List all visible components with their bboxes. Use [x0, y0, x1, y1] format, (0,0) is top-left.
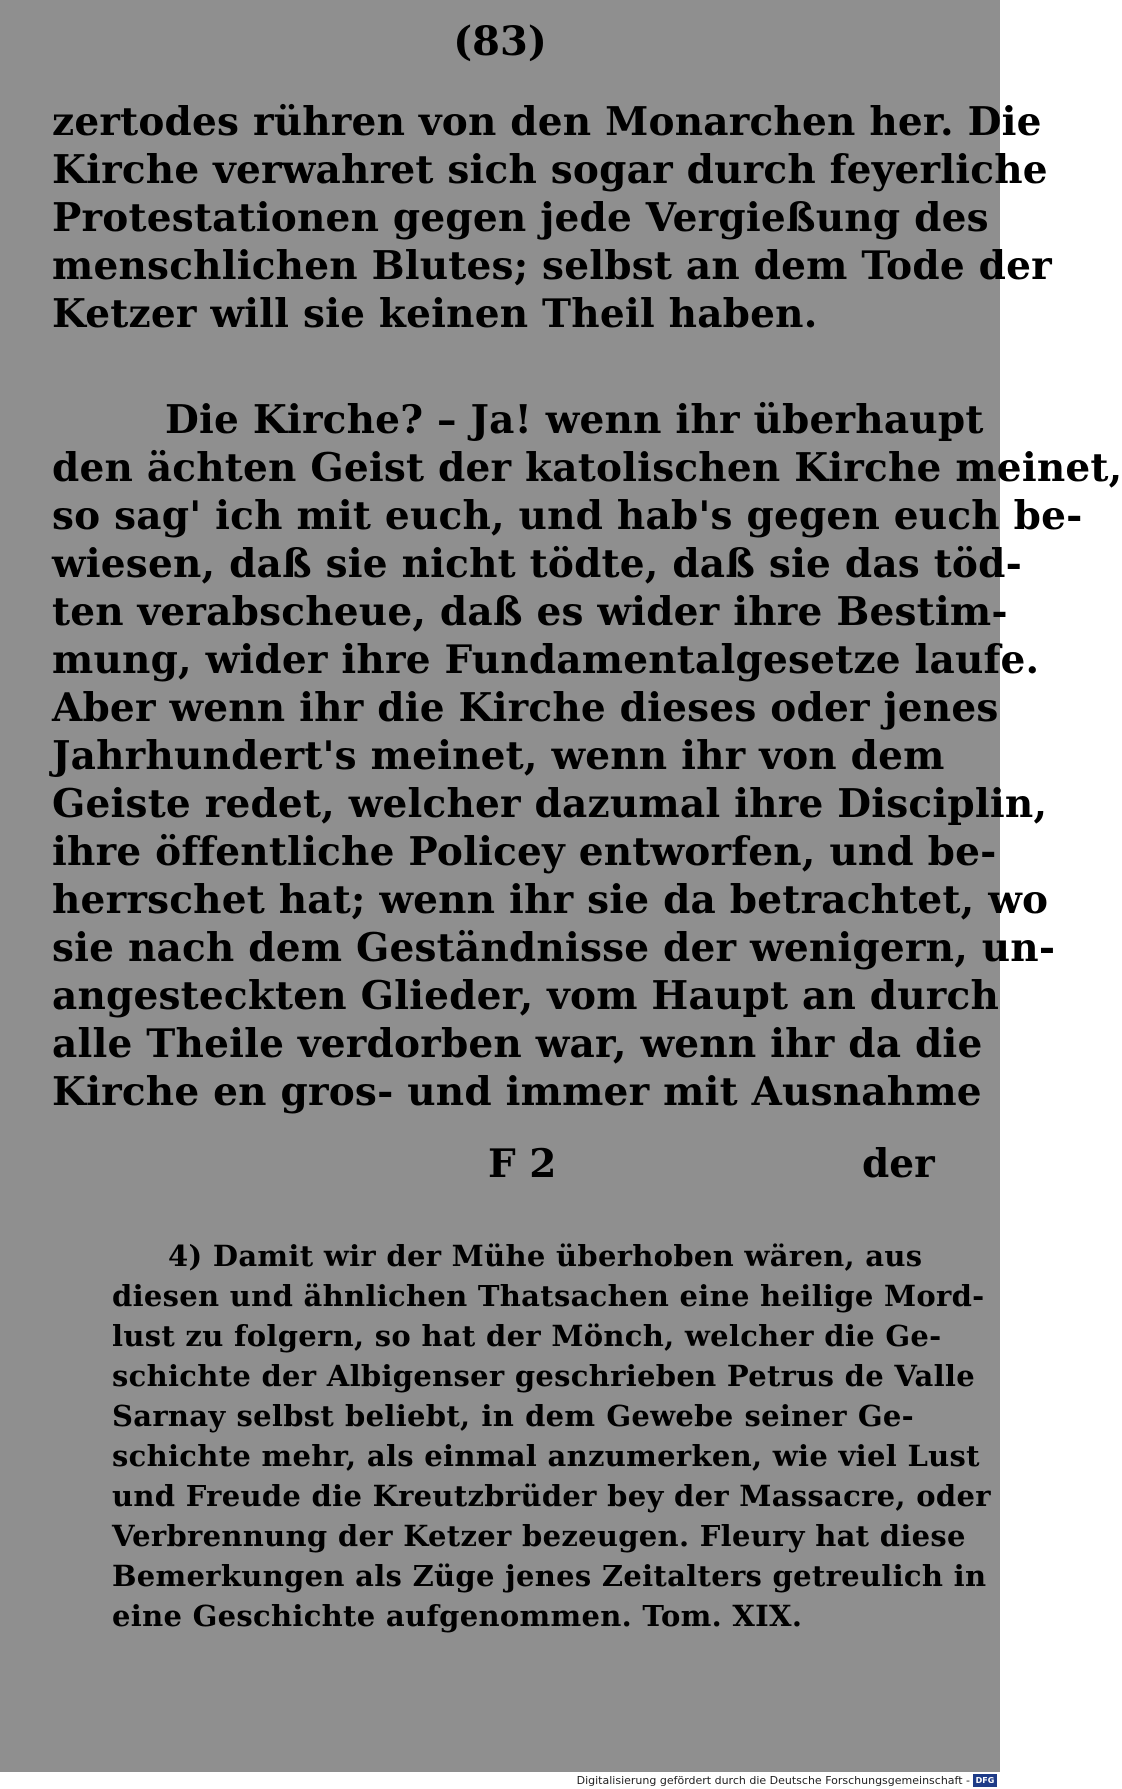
body-line: Protestationen gegen jede Vergießung des	[52, 195, 989, 241]
body-line: Jahrhundert's meinet, wenn ihr von dem	[52, 733, 945, 779]
body-line: ten verabscheue, daß es wider ihre Bestim-	[52, 589, 1008, 635]
footnote-line: 4) Damit wir der Mühe überhoben wären, aus	[168, 1239, 923, 1273]
footnote-line: und Freude die Kreutzbrüder bey der Massacre, oder	[112, 1479, 991, 1513]
footnote-line: diesen und ähnlichen Thatsachen eine heilige Mord-	[112, 1279, 985, 1313]
signature-mark: F 2	[488, 1141, 557, 1187]
body-line: Kirche verwahret sich sogar durch feyerliche	[52, 147, 1048, 193]
body-line: ihre öffentliche Policey entworfen, und be-	[52, 829, 997, 875]
digitization-credit-bar	[0, 1772, 1000, 1789]
footnote-line: Sarnay selbst beliebt, in dem Gewebe seiner Ge-	[112, 1399, 914, 1433]
footnote-line: Verbrennung der Ketzer bezeugen. Fleury hat diese	[112, 1519, 966, 1553]
page-number: (83)	[453, 18, 547, 65]
dfg-logo: DFG	[973, 1774, 997, 1787]
catchword: der	[862, 1141, 935, 1187]
footnote-line: schichte mehr, als einmal anzumerken, wie viel Lust	[112, 1439, 980, 1473]
body-line: Ketzer will sie keinen Theil haben.	[52, 291, 818, 337]
body-line: den ächten Geist der katolischen Kirche meinet,	[52, 445, 1122, 491]
digitization-credit: Digitalisierung gefördert durch die Deutsche Forschungsgemeinschaft -	[576, 1774, 970, 1787]
footnote-line: eine Geschichte aufgenommen. Tom. XIX.	[112, 1599, 803, 1633]
body-line: wiesen, daß sie nicht tödte, daß sie das töd-	[52, 541, 1023, 587]
body-line: alle Theile verdorben war, wenn ihr da die	[52, 1021, 983, 1067]
body-line: so sag' ich mit euch, und hab's gegen euch be-	[52, 493, 1083, 539]
body-line: sie nach dem Geständnisse der wenigern, un-	[52, 925, 1056, 971]
body-line: Aber wenn ihr die Kirche dieses oder jenes	[52, 685, 999, 731]
body-line: Die Kirche? – Ja! wenn ihr überhaupt	[165, 397, 984, 443]
body-line: Geiste redet, welcher dazumal ihre Disciplin,	[52, 781, 1048, 827]
body-line: herrschet hat; wenn ihr sie da betrachtet, wo	[52, 877, 1049, 923]
body-line: mung, wider ihre Fundamentalgesetze laufe.	[52, 637, 1040, 683]
body-line: angesteckten Glieder, vom Haupt an durch	[52, 973, 1000, 1019]
body-line: Kirche en gros- und immer mit Ausnahme	[52, 1069, 982, 1115]
footnote-line: schichte der Albigenser geschrieben Petrus de Valle	[112, 1359, 975, 1393]
footnote-line: Bemerkungen als Züge jenes Zeitalters getreulich in	[112, 1559, 987, 1593]
body-line: zertodes rühren von den Monarchen her. Die	[52, 99, 1042, 145]
body-line: menschlichen Blutes; selbst an dem Tode der	[52, 243, 1052, 289]
footnote-line: lust zu folgern, so hat der Mönch, welcher die Ge-	[112, 1319, 942, 1353]
